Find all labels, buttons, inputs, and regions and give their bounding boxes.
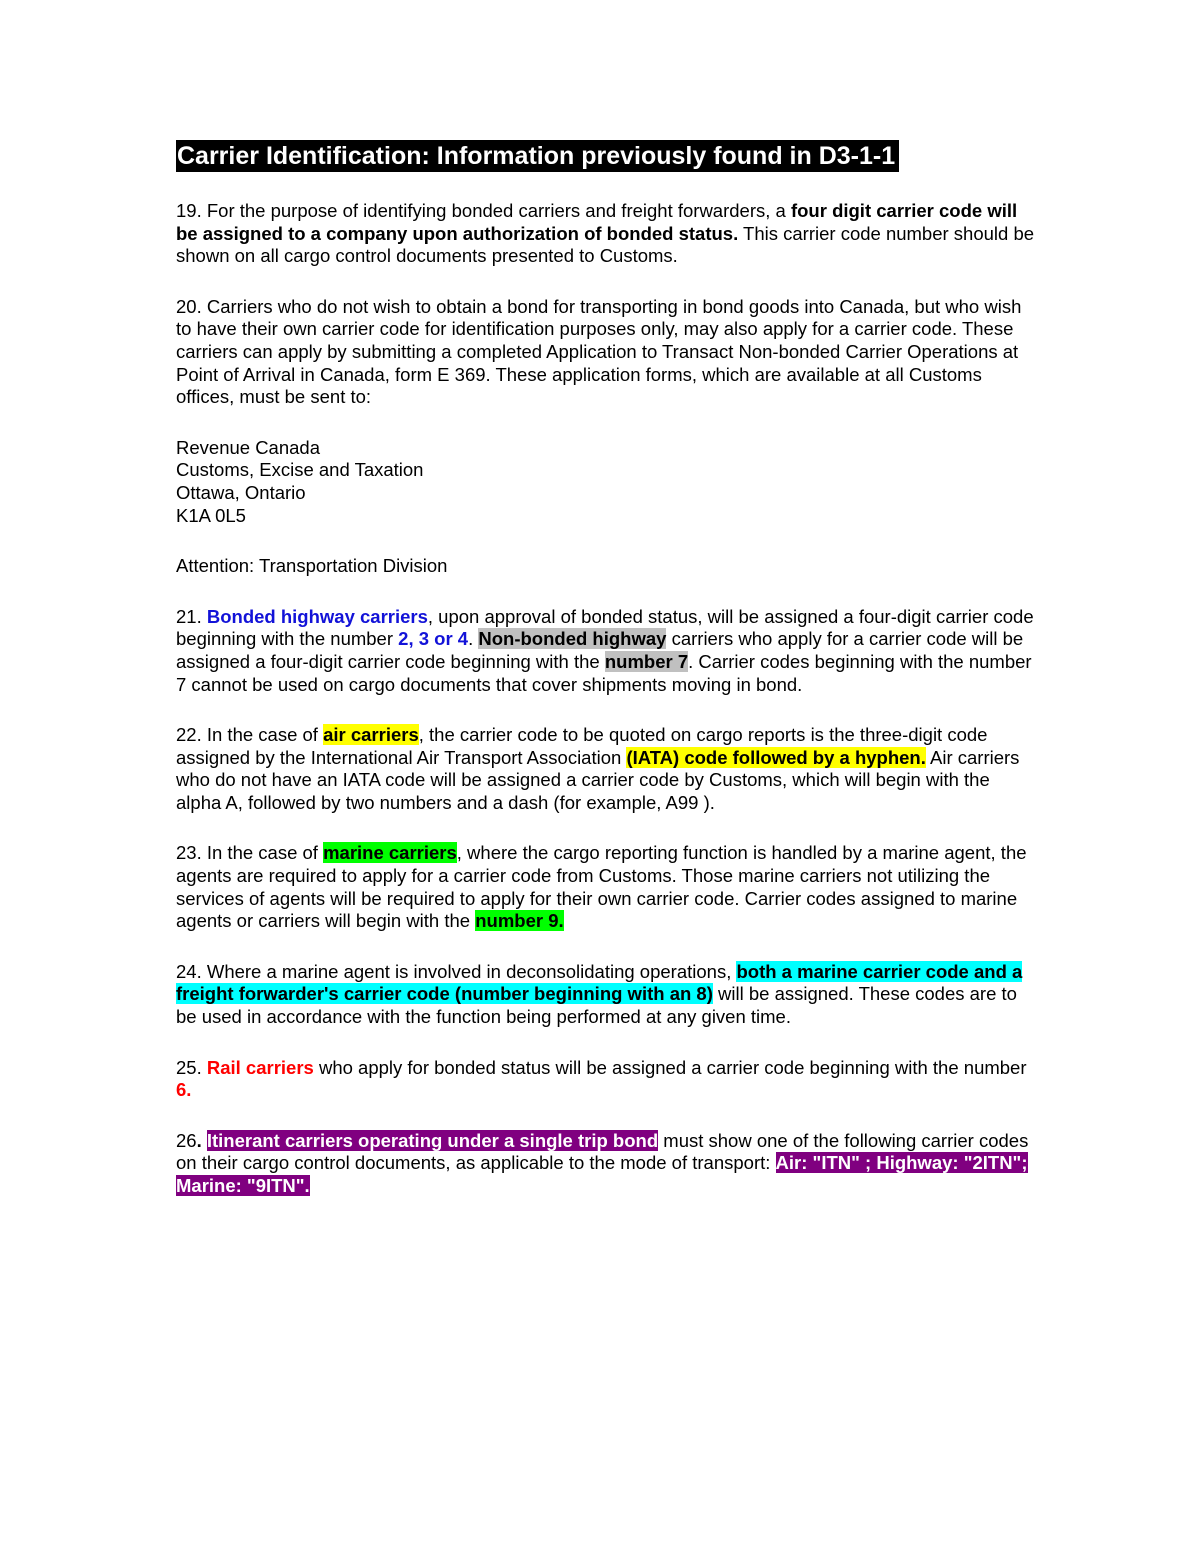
highway-code-numbers: 2, 3 or 4: [398, 628, 469, 650]
itinerant-codes-highlight: Air: "ITN" ; Highway: "2ITN"; Marine: "9ITN".: [176, 1152, 1028, 1196]
marine-carriers-highlight: marine carriers: [323, 842, 457, 864]
paragraph-23: [176, 842, 1036, 932]
document-title: Carrier Identification: Information previously found in D3-1-1: [176, 140, 899, 172]
p19-text: 19. For the purpose of identifying bonded carriers and freight forwarders, a: [176, 200, 791, 221]
p26-number: 26: [176, 1129, 197, 1151]
marine-forwarder-code-highlight: both a marine carrier code and a freight forwarder's carrier code (number beginning with an 8): [176, 960, 1023, 1005]
p26-text: must show one of the following carrier codes on their cargo control documents, as applicable to the mode of transport:: [176, 1129, 1029, 1174]
paragraph-19: [176, 200, 1036, 268]
p24-text-end: will be assigned. These codes are to be used in accordance with the function being performed at any given time.: [176, 983, 1017, 1028]
p22-text: 22. In the case of: [176, 724, 324, 746]
paragraph-24: [176, 961, 1036, 1029]
address-line: Revenue Canada: [176, 436, 320, 458]
p21-text: .: [468, 628, 479, 650]
document-page: [176, 140, 1036, 1226]
address-line: K1A 0L5: [176, 504, 246, 526]
attention-line: Attention: Transportation Division: [176, 555, 448, 577]
non-bonded-highway-highlight: Non-bonded highway: [478, 628, 667, 650]
p24-text: 24. Where a marine agent is involved in deconsolidating operations,: [176, 960, 737, 982]
p25-text: who apply for bonded status will be assigned a carrier code beginning with the number: [313, 1056, 1027, 1078]
p22-text: , the carrier code to be quoted on cargo reports is the three-digit code assigned by the International Air Transport Association: [176, 724, 988, 768]
p19-bold: four digit carrier code will be assigned to a company upon authorization of bonded status.: [176, 200, 1018, 244]
itinerant-carriers-highlight: Itinerant carriers operating under a single trip bond: [206, 1129, 659, 1151]
p23-text: 23. In the case of: [176, 842, 324, 864]
p22-text-end: Air carriers who do not have an IATA code will be assigned a carrier code by Customs, which will begin with the alpha A, followed by two numbers and a dash (for example, A99 ).: [176, 746, 1020, 813]
p26-dot: .: [196, 1129, 202, 1151]
paragraph-26: [176, 1130, 1036, 1198]
p21-text: , upon approval of bonded status, will be assigned a four-digit carrier code beginning with the number: [176, 605, 1034, 650]
paragraph-21: [176, 606, 1036, 696]
bonded-highway-carriers: Bonded highway carriers: [206, 605, 428, 627]
iata-code-highlight: (IATA) code followed by a hyphen.: [626, 746, 926, 768]
address-line: Customs, Excise and Taxation: [176, 459, 424, 481]
paragraph-22: [176, 724, 1036, 814]
rail-code-number: 6.: [176, 1079, 192, 1101]
paragraph-20: 20. Carriers who do not wish to obtain a bond for transporting in bond goods into Canada, but who wish to have their own carrier code for identification purposes only, may also apply for a carrier code. These carriers can apply by submitting a completed Application to Transact Non-bonded Carrier Operations at Point of Arrival in Canada, form E 369. These application forms, which are available at all Customs offices, must be sent to:: [176, 295, 1022, 408]
p23-text: , where the cargo reporting function is handled by a marine agent, the agents are required to apply for a carrier code from Customs. Those marine carriers not utilizing the services of agents will be required to apply for their own carrier code. Carrier codes assigned to marine agents or carriers will begin with the: [176, 842, 1027, 932]
address-line: Ottawa, Ontario: [176, 481, 306, 503]
p21-text: carriers who apply for a carrier code will be assigned a four-digit carrier code beginning with the: [176, 628, 1024, 672]
p19-text-end: This carrier code number should be shown on all cargo control documents presented to Customs.: [176, 222, 1035, 267]
p21-text-end: . Carrier codes beginning with the number 7 cannot be used on cargo documents that cover shipments moving in bond.: [176, 650, 1032, 695]
mailing-address: [176, 437, 1036, 527]
number-9-highlight: number 9.: [475, 910, 564, 932]
number-7-highlight: number 7: [604, 650, 689, 672]
paragraph-25: [176, 1057, 1036, 1102]
p21-number: 21.: [176, 605, 207, 627]
rail-carriers: Rail carriers: [206, 1056, 314, 1078]
air-carriers-highlight: air carriers: [323, 724, 419, 746]
p25-number: 25.: [176, 1056, 207, 1078]
